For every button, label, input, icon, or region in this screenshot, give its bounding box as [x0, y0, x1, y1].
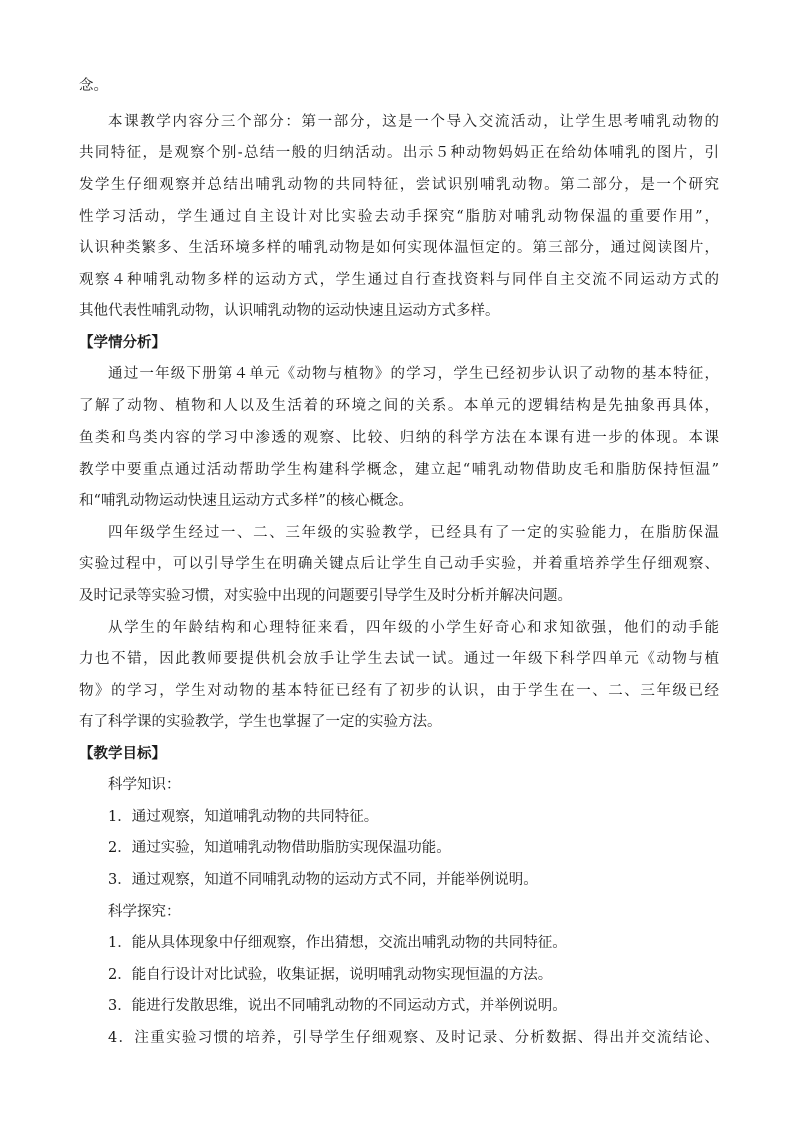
analysis-line-1: 了解了动物、植物和人以及生活着的环境之间的关系。本单元的逻辑结构是先抽象再具体，	[79, 398, 719, 414]
knowledge-item-3: 3．通过观察，知道不同哺乳动物的运动方式不同，并能举例说明。	[108, 872, 538, 888]
inquiry-label: 科学探究：	[108, 904, 181, 920]
analysis-line-7: 及时记录等实验习惯，对实验中出现的问题要引导学生及时分析并解决问题。	[79, 588, 572, 604]
analysis-line-11: 有了科学课的实验教学，学生也掌握了一定的实验方法。	[79, 714, 442, 730]
intro-line-2: 共同特征，是观察个别-总结一般的归纳活动。出示５种动物妈妈正在给幼体哺乳的图片，引	[79, 145, 719, 161]
analysis-line-9: 力也不错，因此教师要提供机会放手让学生去试一试。通过一年级下科学四单元《动物与植	[79, 651, 719, 667]
analysis-line-3: 教学中要重点通过活动帮助学生构建科学概念，建立起“哺乳动物借助皮毛和脂肪保持恒温”	[79, 462, 719, 478]
intro-line-7: 其他代表性哺乳动物，认识哺乳动物的运动快速且运动方式多样。	[79, 303, 500, 319]
knowledge-label: 科学知识：	[108, 777, 181, 793]
intro-line-3: 发学生仔细观察并总结出哺乳动物的共同特征，尝试识别哺乳动物。第二部分，是一个研究	[79, 177, 719, 193]
intro-line-4: 性学习活动，学生通过自主设计对比实验去动手探究“脂肪对哺乳动物保温的重要作用”，	[79, 209, 719, 225]
teaching-goals-heading: 【教学目标】	[79, 745, 166, 762]
knowledge-item-1: 1．通过观察，知道哺乳动物的共同特征。	[108, 809, 379, 825]
analysis-line-6: 实验过程中，可以引导学生在明确关键点后让学生自己动手实验，并着重培养学生仔细观察、	[79, 556, 719, 572]
intro-line-6: 观察４种哺乳动物多样的运动方式，学生通过自行查找资料与同伴自主交流不同运动方式的	[79, 272, 719, 288]
analysis-line-4: 和“哺乳动物运动快速且运动方式多样”的核心概念。	[79, 493, 413, 509]
intro-line-1: 本课教学内容分三个部分：第一部分，这是一个导入交流活动，让学生思考哺乳动物的	[108, 114, 719, 130]
inquiry-item-1: 1．能从具体现象中仔细观察，作出猜想，交流出哺乳动物的共同特征。	[108, 935, 567, 951]
intro-line-0: 念。	[79, 78, 108, 94]
inquiry-item-3: 3．能进行发散思维，说出不同哺乳动物的不同运动方式，并举例说明。	[108, 998, 567, 1014]
learning-analysis-heading: 【学情分析】	[79, 334, 166, 351]
analysis-line-8: 从学生的年龄结构和心理特征来看，四年级的小学生好奇心和求知欲强，他们的动手能	[108, 620, 719, 636]
analysis-line-0: 通过一年级下册第４单元《动物与植物》的学习，学生已经初步认识了动物的基本特征，	[108, 366, 719, 382]
analysis-line-10: 物》的学习，学生对动物的基本特征已经有了初步的认识，由于学生在一、二、三年级已经	[79, 683, 719, 699]
analysis-line-5: 四年级学生经过一、二、三年级的实验教学，已经具有了一定的实验能力，在脂肪保温	[108, 525, 719, 541]
inquiry-item-2: 2．能自行设计对比试验，收集证据，说明哺乳动物实现恒温的方法。	[108, 967, 553, 983]
knowledge-item-2: 2．通过实验，知道哺乳动物借助脂肪实现保温功能。	[108, 840, 451, 856]
analysis-line-2: 鱼类和鸟类内容的学习中渗透的观察、比较、归纳的科学方法在本课有进一步的体现。本课	[79, 430, 719, 446]
intro-line-5: 认识种类繁多、生活环境多样的哺乳动物是如何实现体温恒定的。第三部分，通过阅读图片，	[79, 240, 719, 256]
inquiry-item-4: 4．注重实验习惯的培养，引导学生仔细观察、及时记录、分析数据、得出并交流结论、	[108, 1030, 719, 1046]
